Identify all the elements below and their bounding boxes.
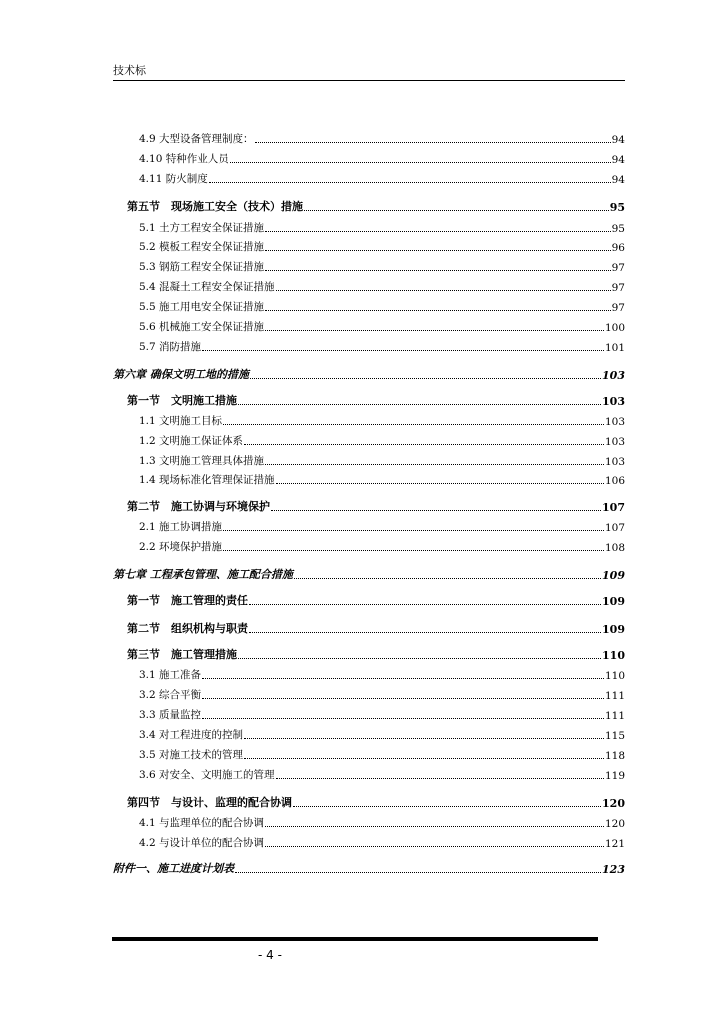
toc-entry[interactable] <box>113 238 625 254</box>
toc-entry-label: 3.1 施工准备 <box>139 669 202 681</box>
dot-leader <box>249 631 601 633</box>
toc-section-entry[interactable] <box>113 592 625 608</box>
toc-entry-label: 第一节 施工管理的责任 <box>127 594 248 607</box>
dot-leader <box>202 677 604 679</box>
dot-leader <box>238 657 601 659</box>
toc-entry[interactable] <box>113 834 625 850</box>
toc-entry[interactable] <box>113 746 625 762</box>
toc-entry[interactable] <box>113 318 625 334</box>
toc-entry[interactable] <box>113 452 625 468</box>
toc-entry-label: 3.6 对安全、文明施工的管理 <box>139 769 275 781</box>
dot-leader <box>276 289 611 291</box>
page-number: - 4 - <box>258 948 282 962</box>
toc-entry-page: 107 <box>604 522 625 534</box>
toc-entry-label: 第一节 文明施工措施 <box>127 394 237 407</box>
toc-entry[interactable] <box>113 706 625 722</box>
toc-entry-page: 103 <box>602 395 625 408</box>
toc-entry[interactable] <box>113 666 625 682</box>
header-title: 技术标 <box>113 64 146 77</box>
toc-entry-label: 3.3 质量监控 <box>139 709 202 721</box>
dot-leader <box>223 549 604 551</box>
toc-entry-label: 第四节 与设计、监理的配合协调 <box>127 796 292 809</box>
dot-leader <box>294 577 601 579</box>
toc-entry-page: 115 <box>604 730 625 742</box>
toc-entry-page: 108 <box>604 542 625 554</box>
toc-entry[interactable] <box>113 814 625 830</box>
dot-leader <box>304 209 609 211</box>
toc-entry-label: 4.9 大型设备管理制度： <box>139 133 254 145</box>
toc-entry-label: 5.4 混凝土工程安全保证措施 <box>139 281 275 293</box>
toc-entry-page: 123 <box>602 863 625 876</box>
toc-entry-page: 94 <box>611 154 625 166</box>
toc-entry-label: 第二节 施工协调与环境保护 <box>127 500 270 513</box>
toc-entry[interactable] <box>113 518 625 534</box>
toc-entry-page: 97 <box>611 262 625 274</box>
toc-chapter-entry[interactable] <box>113 566 625 582</box>
toc-entry-page: 119 <box>604 770 625 782</box>
toc-entry-label: 4.2 与设计单位的配合协调 <box>139 837 265 849</box>
dot-leader <box>235 871 601 873</box>
toc-entry[interactable] <box>113 278 625 294</box>
toc-entry-label: 4.1 与监理单位的配合协调 <box>139 817 265 829</box>
toc-entry-page: 109 <box>602 595 625 608</box>
toc-chapter-entry[interactable] <box>113 860 625 876</box>
toc-entry[interactable] <box>113 170 625 186</box>
dot-leader <box>276 777 604 779</box>
toc-entry-label: 3.5 对施工技术的管理 <box>139 749 244 761</box>
dot-leader <box>265 825 604 827</box>
toc-entry-label: 1.1 文明施工目标 <box>139 415 223 427</box>
toc-section-entry[interactable] <box>113 392 625 408</box>
toc-entry-page: 97 <box>611 302 625 314</box>
toc-entry-label: 5.2 模板工程安全保证措施 <box>139 241 265 253</box>
dot-leader <box>250 377 601 379</box>
dot-leader <box>249 603 601 605</box>
toc-entry-label: 4.11 防火制度 <box>139 173 208 185</box>
toc-entry-label: 第六章 确保文明工地的措施 <box>113 368 249 381</box>
toc-entry-label: 第五节 现场施工安全（技术）措施 <box>127 200 303 213</box>
toc-entry[interactable] <box>113 766 625 782</box>
toc-entry-page: 109 <box>602 569 625 582</box>
dot-leader <box>202 697 604 699</box>
dot-leader <box>202 717 604 719</box>
dot-leader <box>202 349 604 351</box>
toc-entry[interactable] <box>113 219 625 235</box>
toc-entry[interactable] <box>113 726 625 742</box>
toc-entry-page: 103 <box>602 369 625 382</box>
toc-entry-label: 1.2 文明施工保证体系 <box>139 435 244 447</box>
toc-entry-page: 120 <box>602 797 625 810</box>
toc-chapter-entry[interactable] <box>113 366 625 382</box>
toc-entry[interactable] <box>113 150 625 166</box>
toc-entry-page: 121 <box>604 838 625 850</box>
toc-entry[interactable] <box>113 538 625 554</box>
dot-leader <box>265 309 611 311</box>
toc-entry-page: 94 <box>611 134 625 146</box>
dot-leader <box>255 141 611 143</box>
toc-entry-page: 106 <box>604 475 625 487</box>
toc-entry-label: 第三节 施工管理措施 <box>127 648 237 661</box>
toc-entry-label: 第二节 组织机构与职责 <box>127 622 248 635</box>
toc-entry[interactable] <box>113 130 625 146</box>
dot-leader <box>238 403 601 405</box>
toc-entry-page: 100 <box>604 322 625 334</box>
toc-section-entry[interactable] <box>113 646 625 662</box>
toc-entry-label: 附件一、施工进度计划表 <box>113 862 234 875</box>
toc-entry-page: 101 <box>604 342 625 354</box>
toc-entry-page: 107 <box>602 501 625 514</box>
toc-entry-label: 5.6 机械施工安全保证措施 <box>139 321 265 333</box>
dot-leader <box>265 845 604 847</box>
toc-section-entry[interactable] <box>113 498 625 514</box>
dot-leader <box>223 423 604 425</box>
toc-entry-page: 120 <box>604 818 625 830</box>
toc-entry[interactable] <box>113 686 625 702</box>
toc-entry-page: 103 <box>604 416 625 428</box>
dot-leader <box>271 509 601 511</box>
dot-leader <box>230 161 611 163</box>
toc-entry-page: 95 <box>611 223 625 235</box>
toc-entry-label: 1.4 现场标准化管理保证措施 <box>139 474 275 486</box>
dot-leader <box>209 181 611 183</box>
dot-leader <box>276 482 604 484</box>
toc-entry-label: 5.5 施工用电安全保证措施 <box>139 301 265 313</box>
toc-entry-page: 103 <box>604 456 625 468</box>
dot-leader <box>265 329 604 331</box>
toc-entry[interactable] <box>113 432 625 448</box>
toc-entry-label: 3.4 对工程进度的控制 <box>139 729 244 741</box>
toc-entry-label: 5.1 土方工程安全保证措施 <box>139 222 265 234</box>
dot-leader <box>265 249 611 251</box>
dot-leader <box>265 230 611 232</box>
toc-entry-label: 4.10 特种作业人员 <box>139 153 229 165</box>
footer-rule <box>112 937 598 941</box>
toc-entry-label: 2.1 施工协调措施 <box>139 521 223 533</box>
toc-entry-label: 3.2 综合平衡 <box>139 689 202 701</box>
toc-section-entry[interactable] <box>113 198 625 214</box>
dot-leader <box>244 737 604 739</box>
toc-entry-page: 97 <box>611 282 625 294</box>
dot-leader <box>244 443 604 445</box>
toc-entry-page: 111 <box>604 710 625 722</box>
dot-leader <box>265 463 604 465</box>
toc-entry-label: 5.7 消防措施 <box>139 341 202 353</box>
page-header <box>113 64 625 81</box>
dot-leader <box>265 269 611 271</box>
toc-entry-page: 110 <box>602 649 625 662</box>
toc-entry-page: 95 <box>609 201 625 214</box>
toc-entry-page: 118 <box>604 750 625 762</box>
toc-entry-page: 96 <box>611 242 625 254</box>
toc-entry-label: 1.3 文明施工管理具体措施 <box>139 455 265 467</box>
dot-leader <box>293 805 601 807</box>
toc-entry-page: 109 <box>602 623 625 636</box>
toc-entry-label: 第七章 工程承包管理、施工配合措施 <box>113 568 293 581</box>
toc-entry-page: 103 <box>604 436 625 448</box>
toc-section-entry[interactable] <box>113 794 625 810</box>
toc-entry-page: 111 <box>604 690 625 702</box>
toc-entry-label: 5.3 钢筋工程安全保证措施 <box>139 261 265 273</box>
toc-entry[interactable] <box>113 412 625 428</box>
toc-entry[interactable] <box>113 298 625 314</box>
toc-entry-label: 2.2 环境保护措施 <box>139 541 223 553</box>
dot-leader <box>223 529 604 531</box>
toc-entry-page: 94 <box>611 174 625 186</box>
toc-section-entry[interactable] <box>113 620 625 636</box>
toc-entry[interactable] <box>113 338 625 354</box>
dot-leader <box>244 757 604 759</box>
toc-entry-page: 110 <box>604 670 625 682</box>
toc-entry[interactable] <box>113 258 625 274</box>
toc-entry[interactable] <box>113 471 625 487</box>
